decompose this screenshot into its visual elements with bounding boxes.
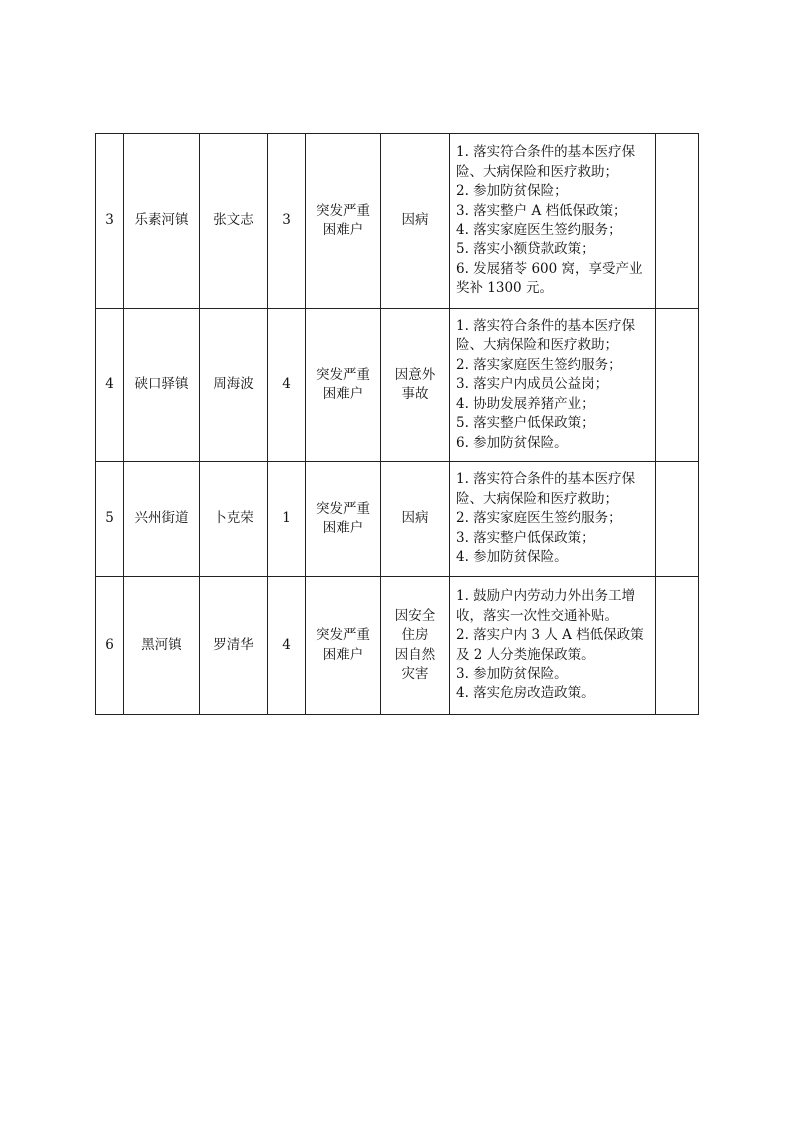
measures-cell-line: 2. 落实家庭医生签约服务；: [456, 356, 622, 373]
measures-cell-line: 3. 落实户内成员公益岗；: [456, 376, 609, 393]
household-head-cell: 周海波: [200, 309, 268, 462]
table-row: [96, 577, 699, 715]
reason-cell: [381, 134, 450, 309]
category-cell: [306, 134, 381, 309]
measures-cell-line: 险、大病保险和医疗救助；: [456, 163, 618, 180]
measures-cell-line: 1. 鼓励户内劳动力外出务工增: [456, 588, 636, 605]
measures-cell-line: 5. 落实整户低保政策；: [456, 415, 595, 432]
reason-cell-line: 因病: [401, 510, 429, 527]
measures-cell-line: 4. 落实危房改造政策。: [456, 685, 595, 702]
table-row: [96, 309, 699, 462]
measures-cell-line: 险、大病保险和医疗救助；: [456, 337, 618, 354]
measures-cell-line: 1. 落实符合条件的基本医疗保: [456, 144, 636, 161]
reason-cell: [381, 577, 450, 715]
category-cell-line: 困难户: [322, 386, 364, 402]
category-cell-line: 突发严重: [316, 500, 370, 517]
measures-cell: [450, 462, 656, 577]
household-head-cell: 张文志: [200, 134, 268, 309]
measures-cell-line: 6. 参加防贫保险。: [456, 434, 568, 451]
reason-cell: [381, 462, 450, 577]
reason-cell-line: 事故: [401, 386, 429, 402]
measures-cell-line: 及 2 人分类施保政策。: [456, 646, 595, 663]
measures-cell-line: 2. 落实家庭医生签约服务；: [456, 510, 622, 527]
town-cell: 乐素河镇: [124, 134, 200, 309]
measures-cell-line: 3. 落实整户低保政策；: [456, 529, 595, 546]
reason-cell: [381, 309, 450, 462]
measures-cell-line: 2. 落实户内 3 人 A 档低保政策: [456, 627, 644, 644]
measures-cell-line: 3. 落实整户 A 档低保政策；: [456, 202, 627, 219]
category-cell-line: 突发严重: [316, 202, 370, 219]
row-number-cell: 5: [96, 462, 124, 577]
category-cell: [306, 577, 381, 715]
measures-cell: [450, 577, 656, 715]
note-cell: [656, 309, 699, 462]
category-cell-line: 困难户: [322, 520, 364, 536]
household-size-cell: 3: [268, 134, 306, 309]
row-number-cell: 6: [96, 577, 124, 715]
row-number-cell: 3: [96, 134, 124, 309]
reason-cell-line: 因意外: [394, 366, 436, 383]
note-cell: [656, 462, 699, 577]
measures-cell-line: 6. 发展猪苓 600 窝，享受产业: [456, 260, 643, 277]
measures-cell-line: 1. 落实符合条件的基本医疗保: [456, 318, 636, 335]
category-cell-line: 突发严重: [316, 627, 370, 644]
measures-cell-line: 奖补 1300 元。: [456, 280, 553, 297]
measures-cell-line: 2. 参加防贫保险；: [456, 183, 568, 200]
measures-cell-line: 4. 落实家庭医生签约服务；: [456, 222, 622, 238]
measures-cell-line: 险、大病保险和医疗救助；: [456, 490, 618, 507]
table-row: [96, 462, 699, 577]
measures-cell-line: 3. 参加防贫保险。: [456, 665, 568, 682]
category-cell-line: 困难户: [322, 222, 364, 238]
household-head-cell: 罗清华: [200, 577, 268, 715]
note-cell: [656, 134, 699, 309]
measures-cell-line: 5. 落实小额贷款政策；: [456, 241, 595, 258]
measures-cell-line: 收，落实一次性交通补贴。: [456, 607, 618, 624]
table-row: [96, 134, 699, 309]
category-cell-line: 突发严重: [316, 366, 370, 383]
assistance-table: [95, 133, 699, 715]
category-cell-line: 困难户: [322, 646, 364, 663]
reason-cell-line: 因安全: [394, 607, 436, 624]
category-cell: [306, 462, 381, 577]
measures-cell: [450, 309, 656, 462]
household-size-cell: 1: [268, 462, 306, 577]
household-size-cell: 4: [268, 577, 306, 715]
household-size-cell: 4: [268, 309, 306, 462]
measures-cell: [450, 134, 656, 309]
reason-cell-line: 因自然: [394, 646, 436, 663]
category-cell: [306, 309, 381, 462]
note-cell: [656, 577, 699, 715]
measures-cell-line: 4. 参加防贫保险。: [456, 549, 568, 566]
reason-cell-line: 灾害: [401, 665, 429, 682]
row-number-cell: 4: [96, 309, 124, 462]
measures-cell-line: 4. 协助发展养猪产业；: [456, 395, 595, 412]
reason-cell-line: 住房: [401, 627, 429, 644]
household-head-cell: 卜克荣: [200, 462, 268, 577]
town-cell: 兴州街道: [124, 462, 200, 577]
reason-cell-line: 因病: [401, 212, 429, 229]
town-cell: 硖口驿镇: [124, 309, 200, 462]
town-cell: 黑河镇: [124, 577, 200, 715]
measures-cell-line: 1. 落实符合条件的基本医疗保: [456, 471, 636, 488]
